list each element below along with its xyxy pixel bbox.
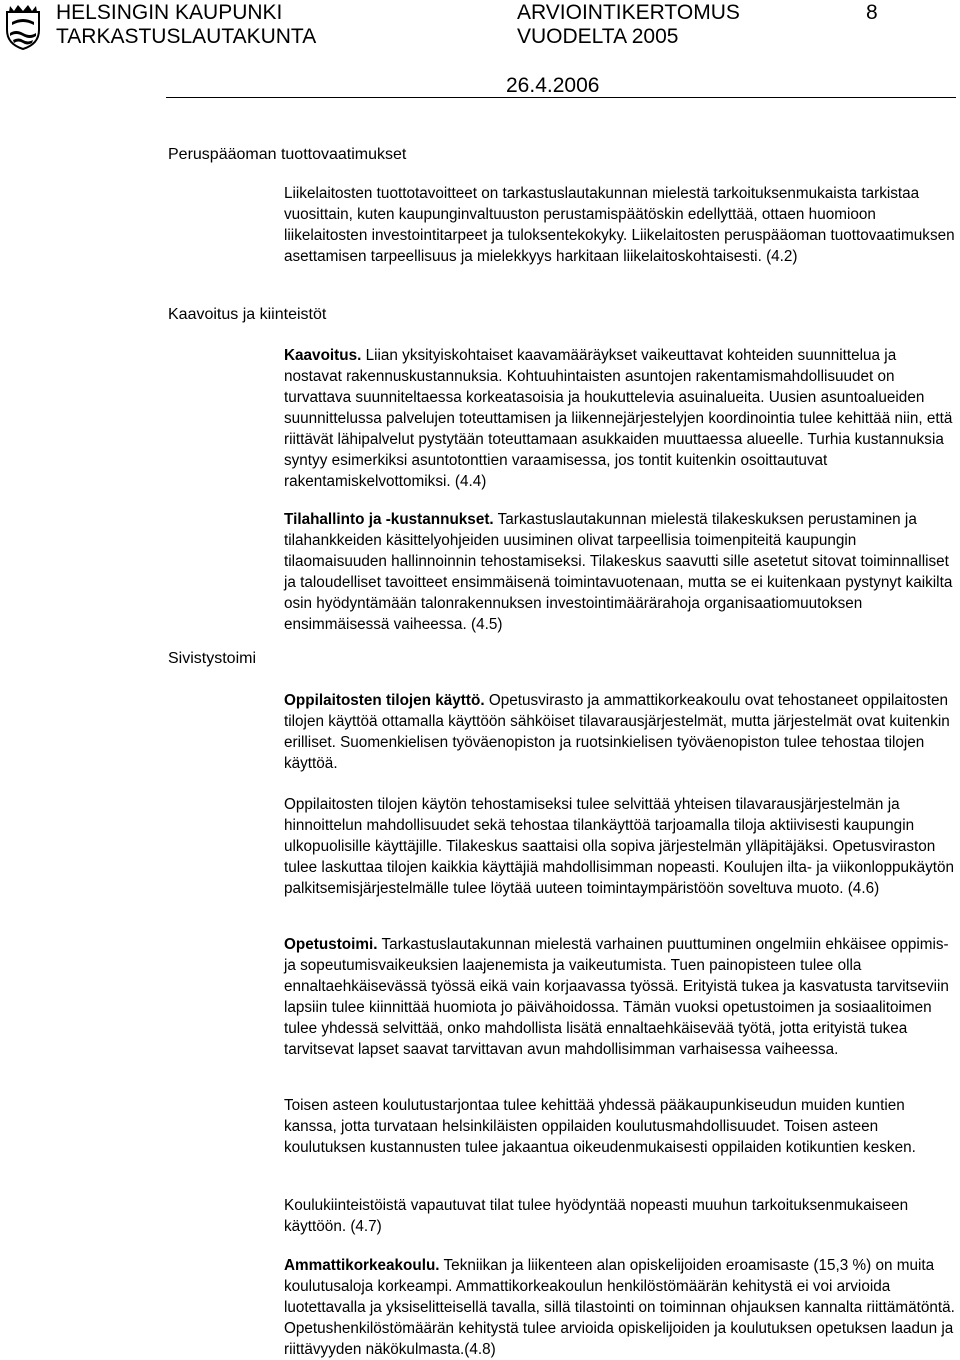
paragraph-body: Liikelaitosten tuottotavoitteet on tarkastuslautakunnan mielestä tarkoituksenmukaista tarkistaa vuosittain, kuten kaupunginvaltuuston perustamispäätöskin edellyttää, ottaen huomioon liikelaitosten investointitarpeet ja tuloksentekokyky. Liikelaitosten peruspääoman tuottovaatimuksen asettamisen tarpeellisuus ja mielekkyys harkitaan liikelaitoskohtaisesti. (4.2) (284, 185, 955, 265)
section-heading-kaavoitus: Kaavoitus ja kiinteistöt (168, 306, 327, 323)
section-heading-peruspaaoma: Peruspääoman tuottovaatimukset (168, 146, 407, 163)
paragraph-tilojen-tehostaminen (284, 794, 958, 899)
paragraph-heading: Kaavoitus. (284, 347, 362, 364)
paragraph-body: Tekniikan ja liikenteen alan opiskelijoiden eroamisaste (15,3 %) on muita koulutusaloja korkeampi. Ammattikorkeakoulun henkilöstömäärän kehitystä ei voi arvioida luotettavalla ja yksiselitteisellä tavalla, sillä tilastointi on toiminnan ohjauksen kannalta riittämätöntä. Opetushenkilöstömäärän kehitystä tulee arvioida opiskelijoiden ja koulutuksen opetuksen laadun ja riittävyyden näkökulmasta.(4.8) (284, 1257, 955, 1358)
header-divider (166, 97, 956, 98)
paragraph-body: Oppilaitosten tilojen käytön tehostamiseksi tulee selvittää yhteisen tilavarausjärjestelmän ja hinnoittelun mahdollisuudet sekä tehostaa tilankäyttöä tarjoamalla tiloja aktiivisesti kaupungin ulkopuolisille käyttäjille. Tilakeskus saattaisi olla sopiva järjestelmän ylläpitäjäksi. Opetusviraston tulee laskuttaa tilojen kaikkia käyttäjiä mahdollisimman nopeasti. Koulujen ilta- ja viikonloppukäytön palkitsemisjärjestelmälle tulee löytää uuteen toimintaympäristöön soveltuva muoto. (4.6) (284, 796, 955, 897)
paragraph-body: Toisen asteen koulutustarjontaa tulee kehittää yhdessä pääkaupunkiseudun muiden kuntien kanssa, jotta turvataan helsinkiläisten oppilaiden koulutusmahdollisuudet. Toisen asteen koulutuksen kustannusten tulee jakaantua oikeudenmukaisesti oppilaiden kotikuntien kesken. (284, 1097, 916, 1156)
paragraph-kaavoitus (284, 345, 958, 492)
section-heading-sivistystoimi: Sivistystoimi (168, 650, 257, 667)
paragraph-peruspaaoma (284, 183, 958, 267)
document-title: ARVIOINTIKERTOMUS (517, 1, 740, 24)
paragraph-body: Koulukiinteistöistä vapautuvat tilat tulee hyödyntää nopeasti muuhun tarkoituksenmukaiseen käyttöön. (4.7) (284, 1197, 909, 1235)
document-subtitle: VUODELTA 2005 (517, 25, 679, 48)
paragraph-body: Opetusvirasto ja ammattikorkeakoulu ovat tehostaneet oppilaitosten tilojen käyttöä ottamalla käyttöön sähköiset tilavarausjärjestelmät, mutta järjestelmät ovat kuitenkin erilliset. Suomenkielisen työväenopiston ja ruotsinkielisen työväenopiston tulee tehostaa tilojen käyttöä. (284, 692, 950, 772)
document-date: 26.4.2006 (506, 74, 600, 97)
page-number: 8 (866, 1, 878, 24)
paragraph-heading: Opetustoimi. (284, 936, 378, 953)
paragraph-heading: Oppilaitosten tilojen käyttö. (284, 692, 485, 709)
organization-unit: TARKASTUSLAUTAKUNTA (56, 25, 317, 48)
paragraph-oppilaitosten-tilat (284, 690, 958, 774)
paragraph-koulukiinteistot (284, 1195, 958, 1237)
paragraph-body: Liian yksityiskohtaiset kaavamääräykset vaikeuttavat kohteiden suunnittelua ja nostavat rakennuskustannuksia. Kohtuuhintaisten asuntojen rakentamismahdollisuudet on turvattava suunniteltaessa korkeatasoisia ja houkuttelevia asuinalueita. Uusien asuntoalueiden suunnittelussa palvelujen toteuttamisen ja liikennejärjestelyjen koordinointia tulee kehittää niin, että riittävät lähipalvelut pystytään toteuttamaan asukkaiden muuttaessa alueelle. Turhia kustannuksia syntyy esimerkiksi asuntotonttien varaamisessa, jos tontit kuitenkin osoittautuvat rakentamiskelvottomiksi. (4.4) (284, 347, 953, 490)
paragraph-opetustoimi (284, 934, 958, 1060)
paragraph-heading: Tilahallinto ja -kustannukset. (284, 511, 494, 528)
paragraph-body: Tarkastuslautakunnan mielestä varhainen puuttuminen ongelmiin ehkäisee oppimis- ja sopeutumisvaikeuksien laajenemista ja vaikeutumista. Tuen painopisteen tulee olla ennaltaehkäisevässä työssä eikä vain korjaavassa työssä. Erityistä tukea ja kasvatusta tarvitseviin lapsiin tulee kiinnittää huomiota jo päivähoidossa. Tämän vuoksi opetustoimen ja sosiaalitoimen tulee yhdessä selvittää, onko mahdollista lisätä ennaltaehkäisevää työtä, jotta erityistä tukea tarvitsevat lapset saavat tarvittavan avun mahdollisimman varhaisessa vaiheessa. (284, 936, 949, 1058)
helsinki-crest-icon (4, 2, 42, 50)
paragraph-body: Tarkastuslautakunnan mielestä tilakeskuksen perustaminen ja tilahankkeiden käsittelyohjeiden uusiminen olivat tarpeellisia toimenpiteitä kaupungin tilaomaisuuden hallinnoinnin tehostamiseksi. Tilakeskus saavutti sille asetetut sitovat toiminnalliset ja taloudelliset tavoitteet ensimmäisenä toimintavuotenaan, mutta se ei kuitenkaan pystynyt kaikilta osin hyödyntämään talonrakennuksen investointimäärärahoja organisaatiomuutoksen ensimmäisessä vaiheessa. (4.5) (284, 511, 953, 633)
organization-name: HELSINGIN KAUPUNKI (56, 1, 283, 24)
paragraph-toinen-aste (284, 1095, 958, 1158)
paragraph-heading: Ammattikorkeakoulu. (284, 1257, 440, 1274)
paragraph-ammattikorkeakoulu (284, 1255, 958, 1360)
paragraph-tilahallinto (284, 509, 958, 635)
